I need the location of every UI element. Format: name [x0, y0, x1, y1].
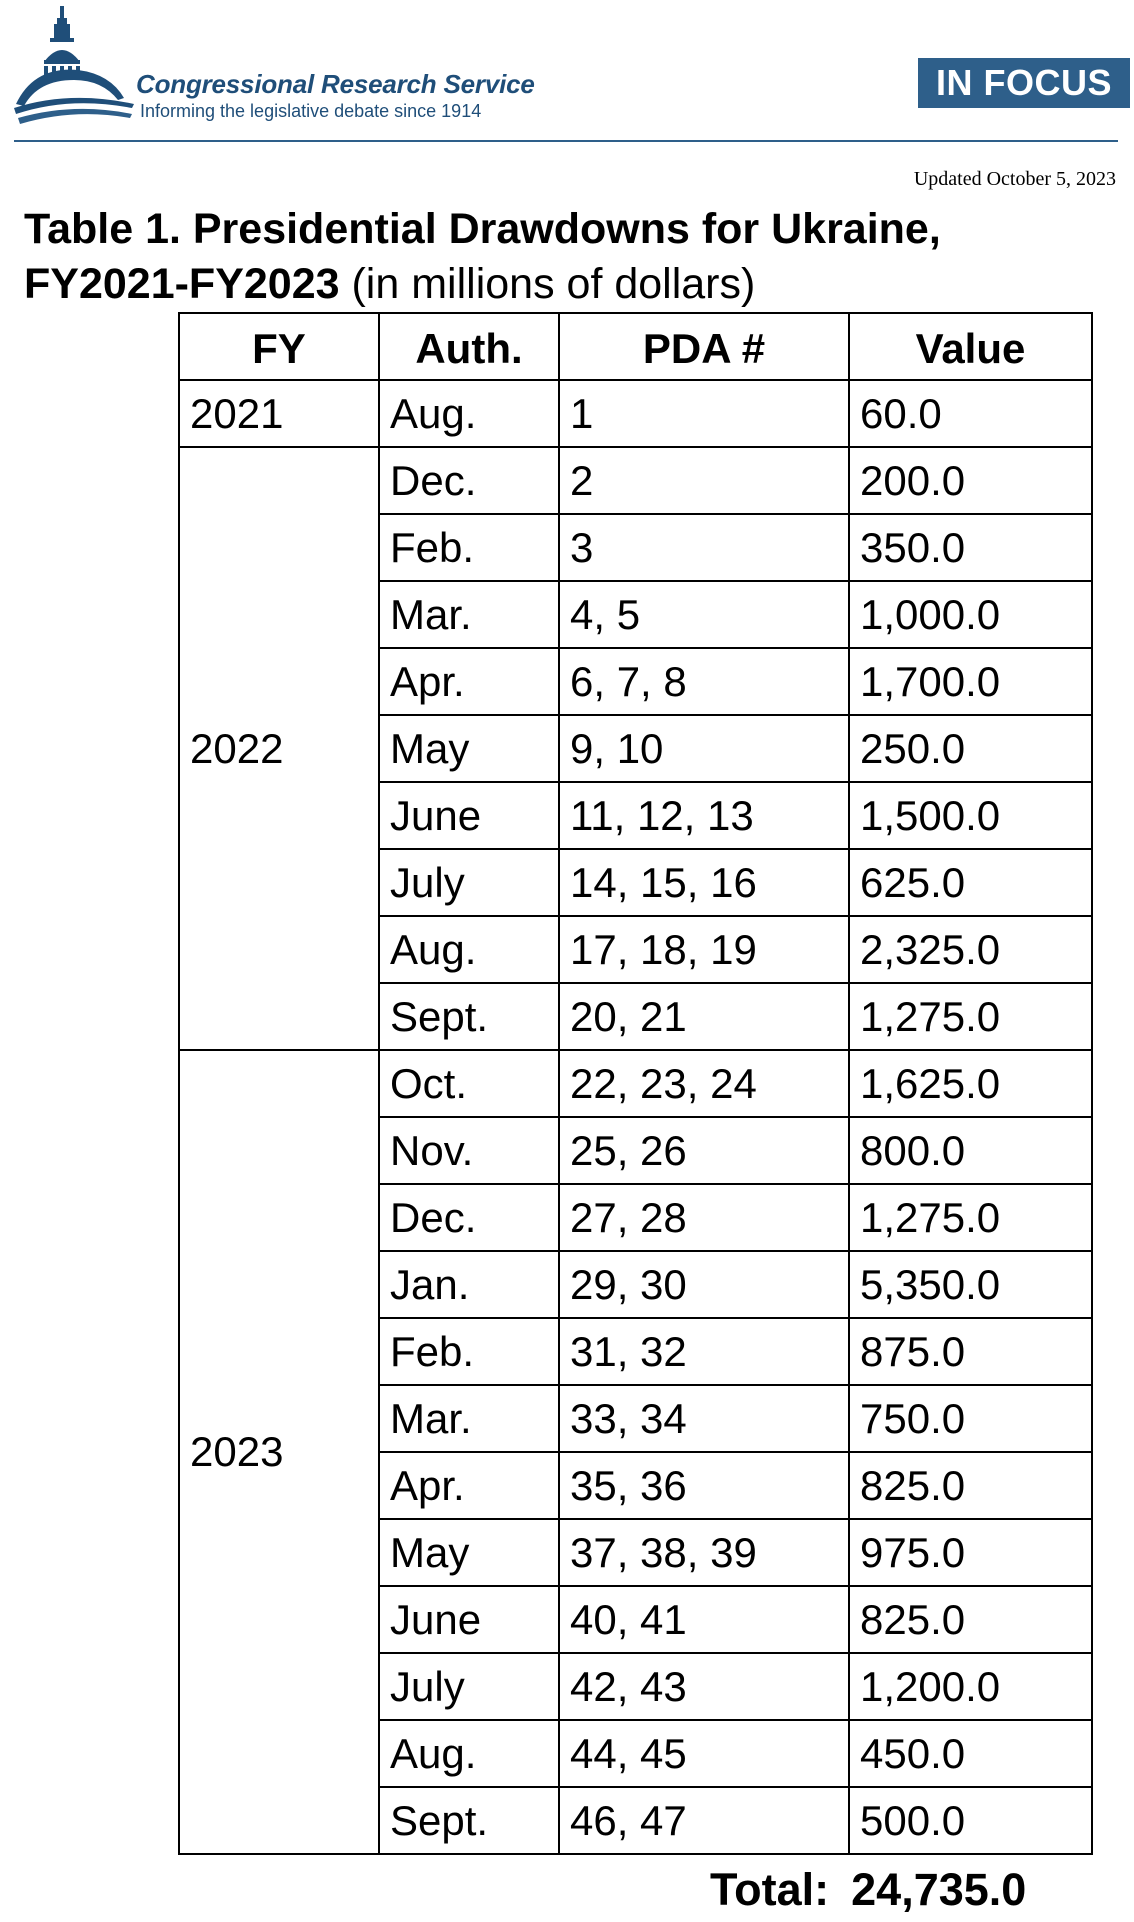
authorization-month-cell: Jan. [379, 1251, 559, 1318]
value-cell: 625.0 [849, 849, 1092, 916]
pda-number-cell: 1 [559, 380, 849, 447]
in-focus-badge: IN FOCUS [918, 58, 1130, 108]
table-title [24, 202, 1114, 312]
pda-number-cell: 4, 5 [559, 581, 849, 648]
total-label: Total: [710, 1864, 830, 1915]
table-total [710, 1862, 1026, 1918]
value-cell: 1,700.0 [849, 648, 1092, 715]
pda-number-cell: 31, 32 [559, 1318, 849, 1385]
authorization-month-cell: Apr. [379, 648, 559, 715]
authorization-month-cell: Aug. [379, 380, 559, 447]
authorization-month-cell: May [379, 1519, 559, 1586]
pda-number-cell: 6, 7, 8 [559, 648, 849, 715]
authorization-month-cell: July [379, 849, 559, 916]
value-cell: 1,625.0 [849, 1050, 1092, 1117]
authorization-month-cell: Dec. [379, 447, 559, 514]
table-header-row [179, 313, 1092, 380]
pda-number-cell: 11, 12, 13 [559, 782, 849, 849]
authorization-month-cell: Aug. [379, 916, 559, 983]
value-cell: 500.0 [849, 1787, 1092, 1854]
value-cell: 60.0 [849, 380, 1092, 447]
capitol-dome-logo-icon [14, 4, 144, 130]
column-header-fy: FY [179, 313, 379, 380]
pda-number-cell: 40, 41 [559, 1586, 849, 1653]
pda-number-cell: 46, 47 [559, 1787, 849, 1854]
authorization-month-cell: May [379, 715, 559, 782]
authorization-month-cell: Mar. [379, 1385, 559, 1452]
authorization-month-cell: Mar. [379, 581, 559, 648]
authorization-month-cell: June [379, 1586, 559, 1653]
authorization-month-cell: Nov. [379, 1117, 559, 1184]
pda-number-cell: 17, 18, 19 [559, 916, 849, 983]
authorization-month-cell: Sept. [379, 983, 559, 1050]
authorization-month-cell: Apr. [379, 1452, 559, 1519]
pda-number-cell: 37, 38, 39 [559, 1519, 849, 1586]
pda-number-cell: 33, 34 [559, 1385, 849, 1452]
value-cell: 450.0 [849, 1720, 1092, 1787]
table-title-unit: (in millions of dollars) [351, 260, 756, 308]
org-identity [136, 70, 535, 122]
fiscal-year-cell: 2022 [179, 447, 379, 1050]
updated-date: Updated October 5, 2023 [913, 168, 1116, 190]
value-cell: 825.0 [849, 1452, 1092, 1519]
pda-number-cell: 14, 15, 16 [559, 849, 849, 916]
table-body [179, 380, 1092, 1854]
authorization-month-cell: Feb. [379, 514, 559, 581]
authorization-month-cell: June [379, 782, 559, 849]
column-header-value: Value [849, 313, 1092, 380]
value-cell: 825.0 [849, 1586, 1092, 1653]
authorization-month-cell: Sept. [379, 1787, 559, 1854]
pda-number-cell: 27, 28 [559, 1184, 849, 1251]
value-cell: 975.0 [849, 1519, 1092, 1586]
total-value: 24,735.0 [851, 1864, 1027, 1915]
authorization-month-cell: Oct. [379, 1050, 559, 1117]
value-cell: 1,275.0 [849, 983, 1092, 1050]
pda-number-cell: 3 [559, 514, 849, 581]
value-cell: 350.0 [849, 514, 1092, 581]
pda-number-cell: 35, 36 [559, 1452, 849, 1519]
table-row [179, 447, 1092, 514]
pda-number-cell: 29, 30 [559, 1251, 849, 1318]
pda-number-cell: 42, 43 [559, 1653, 849, 1720]
authorization-month-cell: Dec. [379, 1184, 559, 1251]
table-title-line1: Table 1. Presidential Drawdowns for Ukraine, [24, 205, 941, 253]
pda-number-cell: 2 [559, 447, 849, 514]
pda-number-cell: 20, 21 [559, 983, 849, 1050]
value-cell: 5,350.0 [849, 1251, 1092, 1318]
value-cell: 2,325.0 [849, 916, 1092, 983]
value-cell: 250.0 [849, 715, 1092, 782]
pda-number-cell: 25, 26 [559, 1117, 849, 1184]
pda-number-cell: 44, 45 [559, 1720, 849, 1787]
value-cell: 1,000.0 [849, 581, 1092, 648]
value-cell: 1,500.0 [849, 782, 1092, 849]
value-cell: 1,275.0 [849, 1184, 1092, 1251]
header-divider [14, 140, 1118, 142]
page-header [14, 0, 1118, 142]
value-cell: 875.0 [849, 1318, 1092, 1385]
fiscal-year-cell: 2023 [179, 1050, 379, 1854]
column-header-pda: PDA # [559, 313, 849, 380]
authorization-month-cell: Feb. [379, 1318, 559, 1385]
table-row [179, 1050, 1092, 1117]
table-row [179, 380, 1092, 447]
value-cell: 750.0 [849, 1385, 1092, 1452]
drawdowns-table [178, 312, 1093, 1855]
value-cell: 1,200.0 [849, 1653, 1092, 1720]
org-name: Congressional Research Service [136, 69, 535, 99]
table-title-line2: FY2021-FY2023 [24, 260, 340, 308]
pda-number-cell: 9, 10 [559, 715, 849, 782]
pda-number-cell: 22, 23, 24 [559, 1050, 849, 1117]
value-cell: 800.0 [849, 1117, 1092, 1184]
authorization-month-cell: Aug. [379, 1720, 559, 1787]
authorization-month-cell: July [379, 1653, 559, 1720]
value-cell: 200.0 [849, 447, 1092, 514]
fiscal-year-cell: 2021 [179, 380, 379, 447]
column-header-auth: Auth. [379, 313, 559, 380]
org-tagline: Informing the legislative debate since 1914 [140, 101, 482, 121]
